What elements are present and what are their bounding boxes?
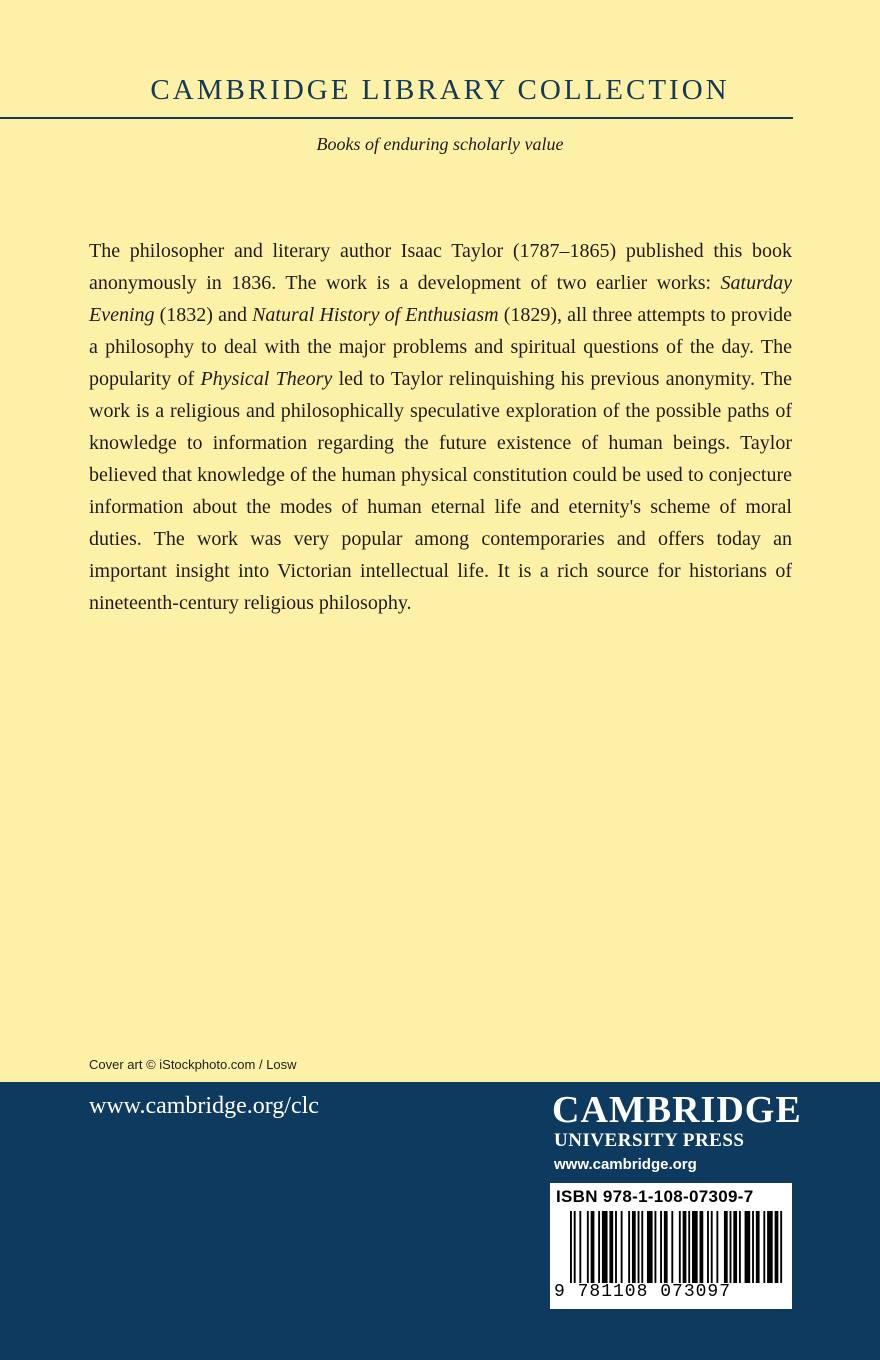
isbn-label: ISBN 978-1-108-07309-7 [556, 1187, 754, 1206]
description-paragraph [89, 235, 792, 619]
work-title-physical-theory: Physical Theory [200, 368, 333, 390]
barcode-bar [679, 1211, 681, 1283]
barcode-bar [716, 1211, 718, 1283]
series-tagline: Books of enduring scholarly value [316, 134, 564, 154]
barcode-bar [700, 1211, 704, 1283]
barcode-icon [570, 1211, 784, 1283]
cover-art-credit: Cover art © iStockphoto.com / Losw [89, 1057, 297, 1072]
barcode-bar [664, 1211, 668, 1283]
barcode-bar [628, 1211, 630, 1283]
barcode-bar [632, 1211, 636, 1283]
barcode-bar [660, 1211, 662, 1283]
ean-digits: 9 781108 073097 [554, 1282, 732, 1302]
barcode-bar [671, 1211, 673, 1283]
barcode-bar [587, 1211, 589, 1283]
barcode-bar [730, 1211, 732, 1283]
barcode-bar [615, 1211, 617, 1283]
barcode-bar [775, 1211, 779, 1283]
barcode-bar [609, 1211, 613, 1283]
barcode-panel [550, 1183, 792, 1309]
series-title: CAMBRIDGE LIBRARY COLLECTION [150, 74, 730, 106]
description-text-4: led to Taylor relinquishing his previous anonymity. The work is a religious and philosophically speculative exploration of the possible paths of knowledge to information regarding the future existence of human beings. Taylor believed that knowledge of the human physical constitution could be used to conjecture information about the modes of human eternal life and eternity's scheme of moral duties. The work was very popular among contemporaries and offers today an important insight into Victorian intellectual life. It is a rich source for historians of nineteenth-century religious philosophy. [89, 368, 792, 614]
barcode-bar [756, 1211, 760, 1283]
barcode-bar [724, 1211, 728, 1283]
barcode-bar [641, 1211, 643, 1283]
barcode-bar [733, 1211, 737, 1283]
barcode-bar [692, 1211, 698, 1283]
barcode-bar [654, 1211, 656, 1283]
barcode-bar [647, 1211, 653, 1283]
barcode-bar [570, 1211, 572, 1283]
barcode-bar [574, 1211, 576, 1283]
barcode-bar [763, 1211, 765, 1283]
barcode-bar [688, 1211, 690, 1283]
barcode-bar [598, 1211, 600, 1283]
barcode-bar [767, 1211, 773, 1283]
description-text-3: (1829), all three attempts to provide a philosophy to deal with the major problems and spiritual questions of the day. The popularity of [89, 304, 793, 390]
publisher-url[interactable]: www.cambridge.org [554, 1156, 697, 1173]
book-description [89, 235, 792, 619]
description-text-1: The philosopher and literary author Isaac Taylor (1787–1865) published this book anonymously in 1836. The work is a development of two earlier works: [89, 240, 792, 294]
collection-url[interactable]: www.cambridge.org/clc [89, 1093, 319, 1119]
header-rule [0, 117, 793, 119]
barcode-bar [752, 1211, 754, 1283]
barcode-bar [591, 1211, 595, 1283]
barcode-bar [621, 1211, 623, 1283]
barcode-bar [707, 1211, 709, 1283]
barcode-bar [739, 1211, 741, 1283]
barcode-bar [711, 1211, 713, 1283]
barcode-bar [638, 1211, 640, 1283]
work-title-natural-history: Natural History of Enthusiasm [252, 304, 499, 326]
publisher-logo-name: CAMBRIDGE [552, 1089, 802, 1131]
work-title-saturday-evening: Saturday Evening [89, 272, 792, 326]
publisher-logo-sub: UNIVERSITY PRESS [554, 1130, 745, 1151]
barcode-bar [745, 1211, 751, 1283]
description-text-2: (1832) and [154, 304, 253, 326]
barcode-bar [780, 1211, 782, 1283]
barcode-bar [602, 1211, 608, 1283]
barcode-bar [683, 1211, 687, 1283]
barcode-bar [579, 1211, 581, 1283]
